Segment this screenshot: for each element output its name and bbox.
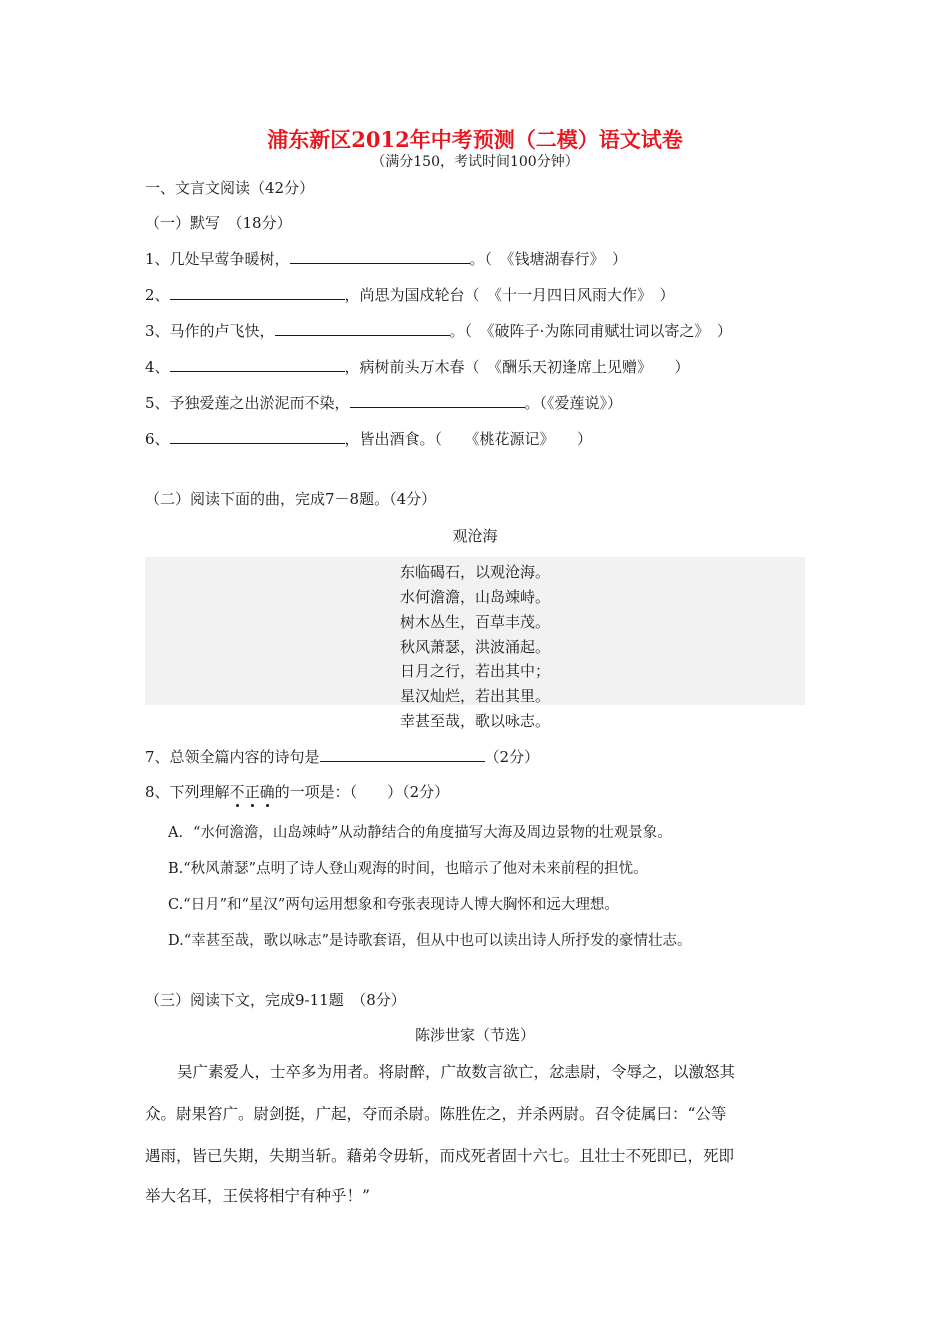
option-c[interactable]: C.“日月”和“星汉”两句运用想象和夸张表现诗人博大胸怀和远大理想。 (168, 897, 619, 913)
option-d[interactable]: D.“幸甚至哉，歌以咏志”是诗歌套语，但从中也可以读出诗人所抒发的豪情壮志。 (168, 933, 692, 949)
poem-title: 观沧海 (452, 527, 498, 545)
emphasis-char: 不 (229, 783, 245, 801)
question-8-rest: 的一项是：（ ）（2分） (274, 783, 450, 801)
emphasis-char: 确 (259, 783, 275, 801)
emphasis-char: 正 (244, 783, 260, 801)
poem-line: 星汉灿烂，若出其里。 (399, 687, 550, 705)
option-b[interactable]: B.“秋风萧瑟”点明了诗人登山观海的时间，也暗示了他对未来前程的担忧。 (168, 861, 648, 877)
answer-blank[interactable] (275, 321, 450, 336)
part1-heading: （一）默写 （18分） (145, 214, 292, 232)
fill-item-3 (145, 320, 732, 341)
poem-line: 树木丛生，百草丰茂。 (399, 613, 550, 631)
fill-item-1 (145, 248, 627, 269)
poem-line: 秋风萧瑟，洪波涌起。 (399, 638, 550, 656)
option-a[interactable]: A．“水何澹澹，山岛竦峙”从动静结合的角度描写大海及周边景物的壮观景象。 (168, 825, 672, 841)
passage-line: 吴广素爱人，士卒多为用者。将尉醉，广故数言欲亡，忿恚尉，令辱之，以激怒其 (177, 1063, 736, 1081)
fill-item-post: ，尚思为国戍轮台（ 《十一月四日风雨大作》 ） (344, 286, 675, 304)
passage-line: 众。尉果笞广。尉剑挺，广起，夺而杀尉。陈胜佐之，并杀两尉。召令徒属曰：“公等 (145, 1105, 727, 1123)
fill-item-pre: 5、予独爱莲之出淤泥而不染， (145, 394, 350, 412)
poem-line: 幸甚至哉，歌以咏志。 (399, 712, 550, 730)
fill-item-2 (145, 284, 675, 305)
answer-blank[interactable] (290, 249, 470, 264)
fill-item-6 (145, 428, 592, 449)
fill-item-post: 。（《爱莲说》） (524, 394, 623, 412)
fill-item-pre: 6、 (145, 430, 170, 448)
passage-title: 陈涉世家（节选） (414, 1026, 535, 1044)
fill-item-pre: 3、马作的卢飞快， (145, 322, 275, 340)
exam-title: 浦东新区2012年中考预测（二模）语文试卷 (267, 127, 683, 152)
question-7-score: （2分） (484, 748, 540, 766)
fill-item-post: 。（ 《破阵子·为陈同甫赋壮词以寄之》 ） (449, 322, 732, 340)
answer-blank[interactable] (350, 393, 525, 408)
poem-line: 东临碣石，以观沧海。 (399, 563, 550, 581)
answer-blank[interactable] (170, 429, 345, 444)
fill-item-pre: 1、几处早莺争暖树， (145, 250, 290, 268)
section-heading: 一、文言文阅读（42分） (145, 179, 315, 197)
fill-item-5 (145, 392, 622, 413)
passage-line: 遇雨，皆已失期，失期当斩。藉弟令毋斩，而戍死者固十六七。且壮士不死即已，死即 (145, 1147, 735, 1165)
fill-item-4 (145, 356, 690, 377)
passage-line: 举大名耳，王侯将相宁有种乎！” (145, 1187, 370, 1205)
fill-item-post: 。（ 《钱塘湖春行》 ） (469, 250, 628, 268)
fill-item-post: ，病树前头万木春（ 《酬乐天初逢席上见赠》 ） (344, 358, 690, 376)
question-7 (145, 746, 539, 767)
question-7-text: 7、总领全篇内容的诗句是 (145, 748, 320, 766)
answer-blank[interactable] (320, 747, 485, 762)
answer-blank[interactable] (170, 357, 345, 372)
fill-item-pre: 4、 (145, 358, 170, 376)
poem-line: 水何澹澹，山岛竦峙。 (399, 588, 550, 606)
question-8-text: 8、下列理解 (145, 783, 230, 801)
question-8 (145, 781, 449, 802)
fill-item-post: ，皆出酒食。（ 《桃花源记》 ） (344, 430, 593, 448)
exam-subtitle: （满分150，考试时间100分钟） (371, 154, 579, 170)
part2-heading: （二）阅读下面的曲，完成7－8题。（4分） (145, 490, 437, 508)
poem-line: 日月之行，若出其中； (399, 662, 550, 680)
fill-item-pre: 2、 (145, 286, 170, 304)
part3-heading: （三）阅读下文，完成9-11题 （8分） (145, 991, 406, 1009)
answer-blank[interactable] (170, 285, 345, 300)
